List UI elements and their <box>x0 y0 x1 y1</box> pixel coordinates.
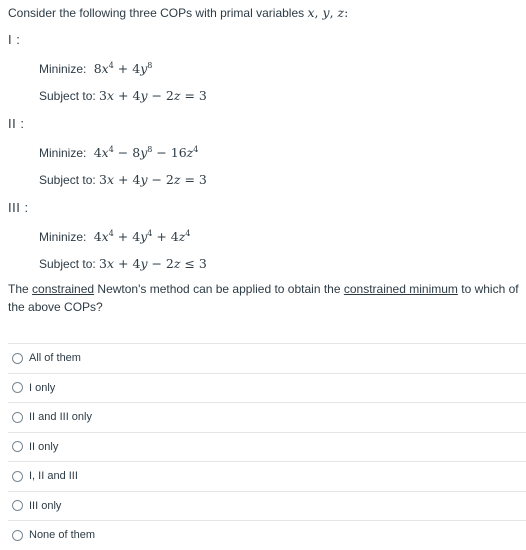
problem-3-numeral: III : <box>8 200 29 215</box>
problem-2-subject-label: Subject to: <box>39 173 96 187</box>
radio-button[interactable] <box>12 500 23 511</box>
problem-1-subject-label: Subject to: <box>39 89 96 103</box>
radio-button[interactable] <box>12 441 23 452</box>
option-label: II and III only <box>29 411 92 424</box>
question-text <box>8 280 523 316</box>
problem-3-objective: $4x^4 + 4y^4 + 4z^4$ <box>93 229 191 244</box>
radio-button[interactable] <box>12 530 23 541</box>
option-ii-and-iii-only[interactable] <box>8 402 526 432</box>
option-none-of-them[interactable] <box>8 520 526 550</box>
option-label: I, II and III <box>29 470 78 483</box>
problem-2-minimize-label: Mininize: <box>39 146 87 160</box>
intro-text: Consider the following three COPs with primal variables <box>8 6 305 20</box>
option-iii-only[interactable] <box>8 491 526 521</box>
option-label: II only <box>29 440 59 453</box>
problem-3-objective-line <box>39 229 190 244</box>
question-part-2: Newton's method can be applied to obtain the <box>94 282 344 296</box>
radio-button[interactable] <box>12 412 23 423</box>
problem-3-subject-label: Subject to: <box>39 257 96 271</box>
problem-3-minimize-label: Mininize: <box>39 230 87 244</box>
option-i-ii-and-iii[interactable] <box>8 461 526 491</box>
problem-1-objective: $8x^4 + 4y^8$ <box>93 61 153 76</box>
problem-1-minimize-label: Mininize: <box>39 62 87 76</box>
problem-1-constraint-line <box>39 88 207 103</box>
option-label: All of them <box>29 352 81 365</box>
problem-1-objective-line <box>39 61 152 76</box>
problem-3-constraint-line <box>39 256 207 271</box>
problem-2-objective-line <box>39 145 198 160</box>
radio-button[interactable] <box>12 353 23 364</box>
option-all-of-them[interactable] <box>8 343 526 373</box>
problem-2-constraint-line <box>39 172 207 187</box>
constrained-minimum-term: constrained minimum <box>343 282 458 296</box>
problem-3-constraint: 3x + 4y − 2z ≤ 3 <box>99 256 207 271</box>
answer-options <box>8 343 526 550</box>
question-part-1: The <box>8 282 33 296</box>
constrained-term: constrained <box>32 282 95 296</box>
question-part-3: to which of the above COPs? <box>8 282 519 314</box>
option-i-only[interactable] <box>8 373 526 403</box>
option-label: I only <box>29 381 56 394</box>
option-label: None of them <box>29 529 96 542</box>
radio-button[interactable] <box>12 382 23 393</box>
problem-1-constraint: 3x + 4y − 2z = 3 <box>99 88 207 103</box>
radio-button[interactable] <box>12 471 23 482</box>
problem-1-numeral: I : <box>8 32 21 47</box>
option-ii-only[interactable] <box>8 432 526 462</box>
problem-2-constraint: 3x + 4y − 2z = 3 <box>99 172 207 187</box>
intro-line <box>8 5 348 20</box>
problem-2-numeral: II : <box>8 116 25 131</box>
option-label: III only <box>29 499 62 512</box>
intro-variables: x, y, z: <box>307 5 349 20</box>
problem-2-objective: $4x^4 - 8y^8 - 16z^4$ <box>93 145 199 160</box>
